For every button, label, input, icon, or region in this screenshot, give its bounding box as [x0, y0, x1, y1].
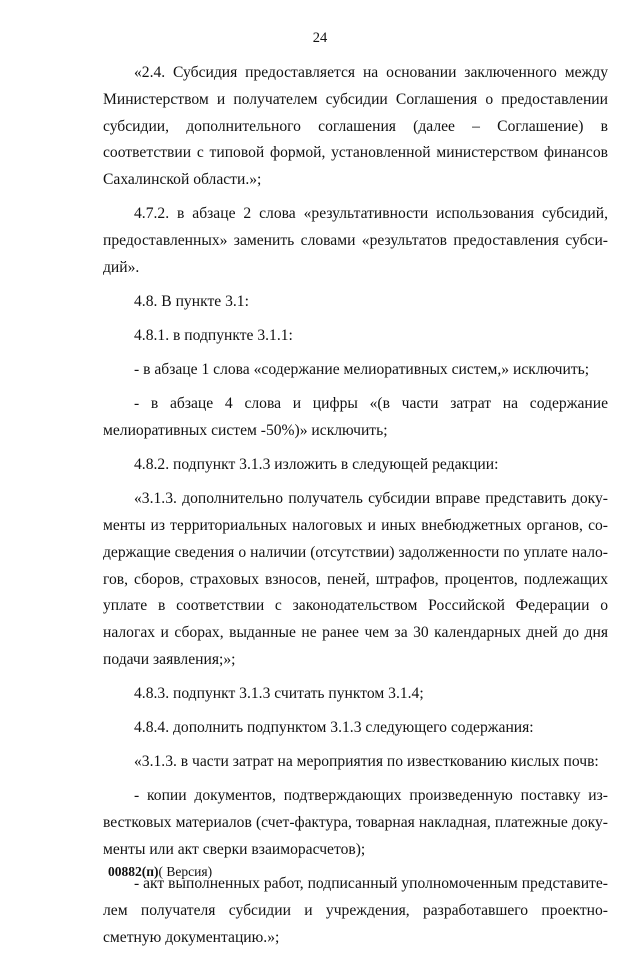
- page-number: 24: [312, 30, 328, 46]
- paragraph-4-8-3: 4.8.3. подпункт 3.1.3 считать пунктом 3.1.4;: [134, 685, 424, 703]
- paragraph-4-7-2: 4.7.2. в абзаце 2 слова «результативности использования субсидий, предоставленных» заменить словами «результатов предоставления субсидий».: [103, 205, 608, 276]
- paragraph-liming-item-1: - копии документов, подтверждающих произведенную поставку известковых материалов (счет-фактура, товарная накладная, платежные документы или акт сверки взаиморасчетов);: [103, 787, 608, 858]
- paragraph-3-1-3-new-text: «3.1.3. дополнительно получатель субсидии вправе представить документы из территориальных налоговых и иных внебюджетных органов, содержащие сведения о наличии (отсутствии) задолженности по уплате налогов, сборов, страховых взносов, пеней, штрафов, процентов, подлежащих уплате в соответствии с законодательством Российской Федерации о налогах и сборах, выданные не ранее чем за 30 календарных дней до дня подачи заявления;»;: [103, 490, 608, 669]
- document-body: [103, 60, 608, 959]
- paragraph-4-8-1-item-1: - в абзаце 1 слова «содержание мелиоративных систем,» исключить;: [134, 361, 590, 379]
- document-code: 00882(п): [108, 864, 159, 879]
- document-footer: [108, 864, 212, 880]
- paragraph-4-8: 4.8. В пункте 3.1:: [134, 292, 249, 310]
- paragraph-liming-item-2: - акт выполненных работ, подписанный уполномоченным представителем получателя субсидии и учреждения, разработавшего проектно-сметную документацию.»;: [103, 875, 608, 946]
- document-version: ( Версия): [158, 864, 213, 879]
- paragraph-4-8-1: 4.8.1. в подпункте 3.1.1:: [134, 327, 293, 345]
- paragraph-3-1-3-liming: «3.1.3. в части затрат на мероприятия по известкованию кислых почв:: [134, 753, 599, 771]
- paragraph-4-8-2: 4.8.2. подпункт 3.1.3 изложить в следующей редакции:: [134, 456, 499, 474]
- paragraph-4-8-4: 4.8.4. дополнить подпунктом 3.1.3 следующего содержания:: [134, 719, 534, 737]
- paragraph-4-8-1-item-2: - в абзаце 4 слова и цифры «(в части затрат на содержание мелиоративных систем -50%)» исключить;: [103, 395, 608, 440]
- paragraph-2-4: «2.4. Субсидия предоставляется на основании заключенного между Министерством и получателем субсидии Соглашения о предоставлении субсидии, дополнительного соглашения (далее – Соглашение) в соответствии с типовой формой, установленной министерством финансов Сахалинской области.»;: [103, 64, 608, 189]
